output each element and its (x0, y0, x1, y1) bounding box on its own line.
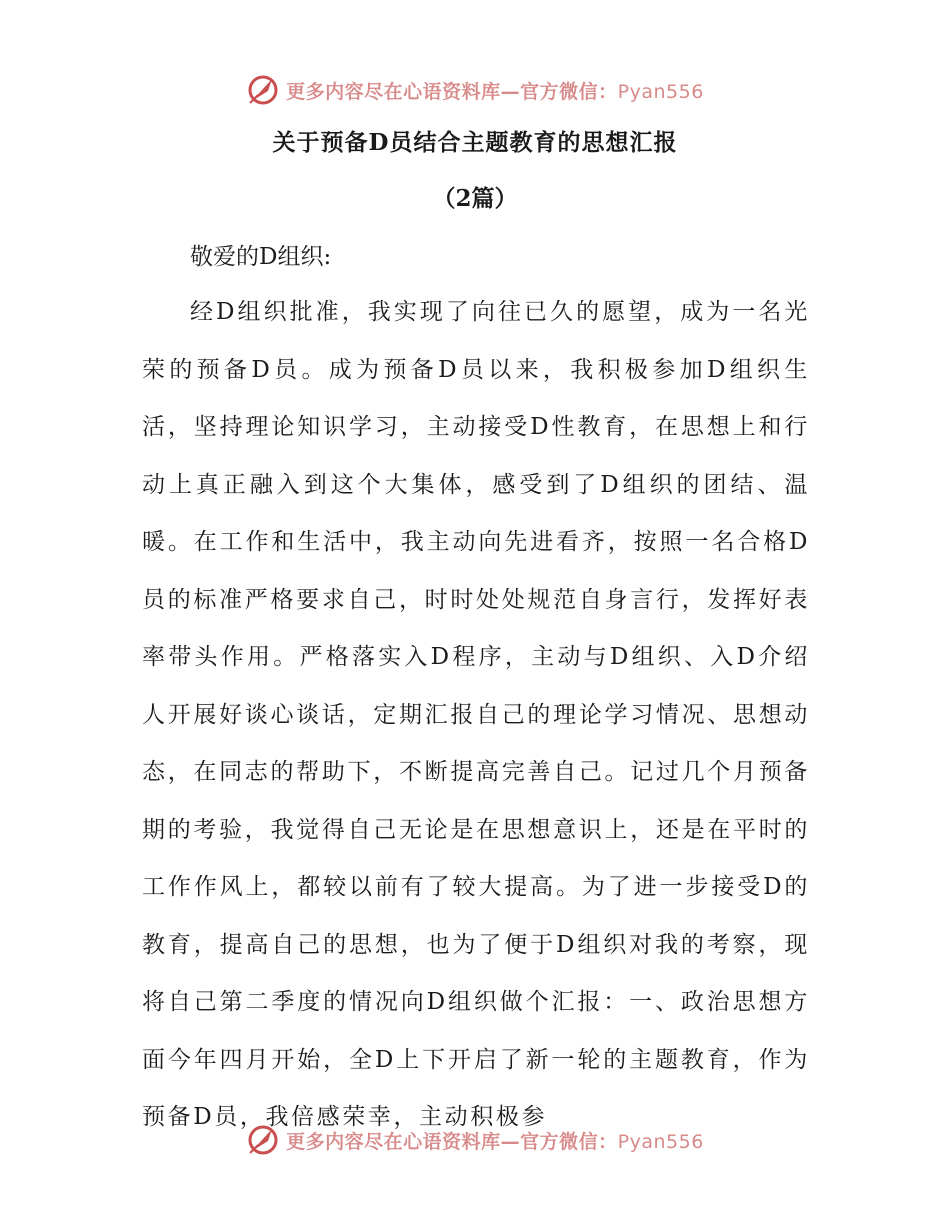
document-title: 关于预备D员结合主题教育的思想汇报 (272, 129, 678, 156)
watermark-wechat-id: Pyan556 (617, 1130, 704, 1153)
quill-logo-icon (246, 1123, 280, 1157)
footer-watermark-banner (0, 1120, 950, 1160)
quill-logo-icon (246, 73, 280, 107)
watermark-wechat-id: Pyan556 (617, 80, 704, 103)
salutation: 敬爱的D组织: (190, 244, 332, 270)
watermark-text-cn: 更多内容尽在心语资料库—官方微信： (286, 1130, 618, 1153)
watermark-text (286, 1127, 704, 1154)
watermark-text (286, 77, 704, 104)
body-paragraph: 经D组织批准，我实现了向往已久的愿望，成为一名光荣的预备D员。成为预备D员以来，我积极参加D组织生活，坚持理论知识学习，主动接受D性教育，在思想上和行动上真正融入到这个大集体，感受到了D组织的团结、温暖。在工作和生活中，我主动向先进看齐，按照一名合格D员的标准严格要求自己，时时处处规范自身言行，发挥好表率带头作用。严格落实入D程序，主动与D组织、入D介绍人开展好谈心谈话，定期汇报自己的理论学习情况、思想动态，在同志的帮助下，不断提高完善自己。记过几个月预备期的考验，我觉得自己无论是在思想意识上，还是在平时的工作作风上，都较以前有了较大提高。为了进一步接受D的教育，提高自己的思想，也为了便于D组织对我的考察，现将自己第二季度的情况向D组织做个汇报：一、政治思想方面今年四月开始，全D上下开启了新一轮的主题教育，作为预备D员，我倍感荣幸，主动积极参 (142, 299, 810, 1130)
header-watermark-banner (0, 70, 950, 110)
watermark-text-cn: 更多内容尽在心语资料库—官方微信： (286, 80, 618, 103)
document-subtitle: （2篇） (432, 185, 518, 212)
